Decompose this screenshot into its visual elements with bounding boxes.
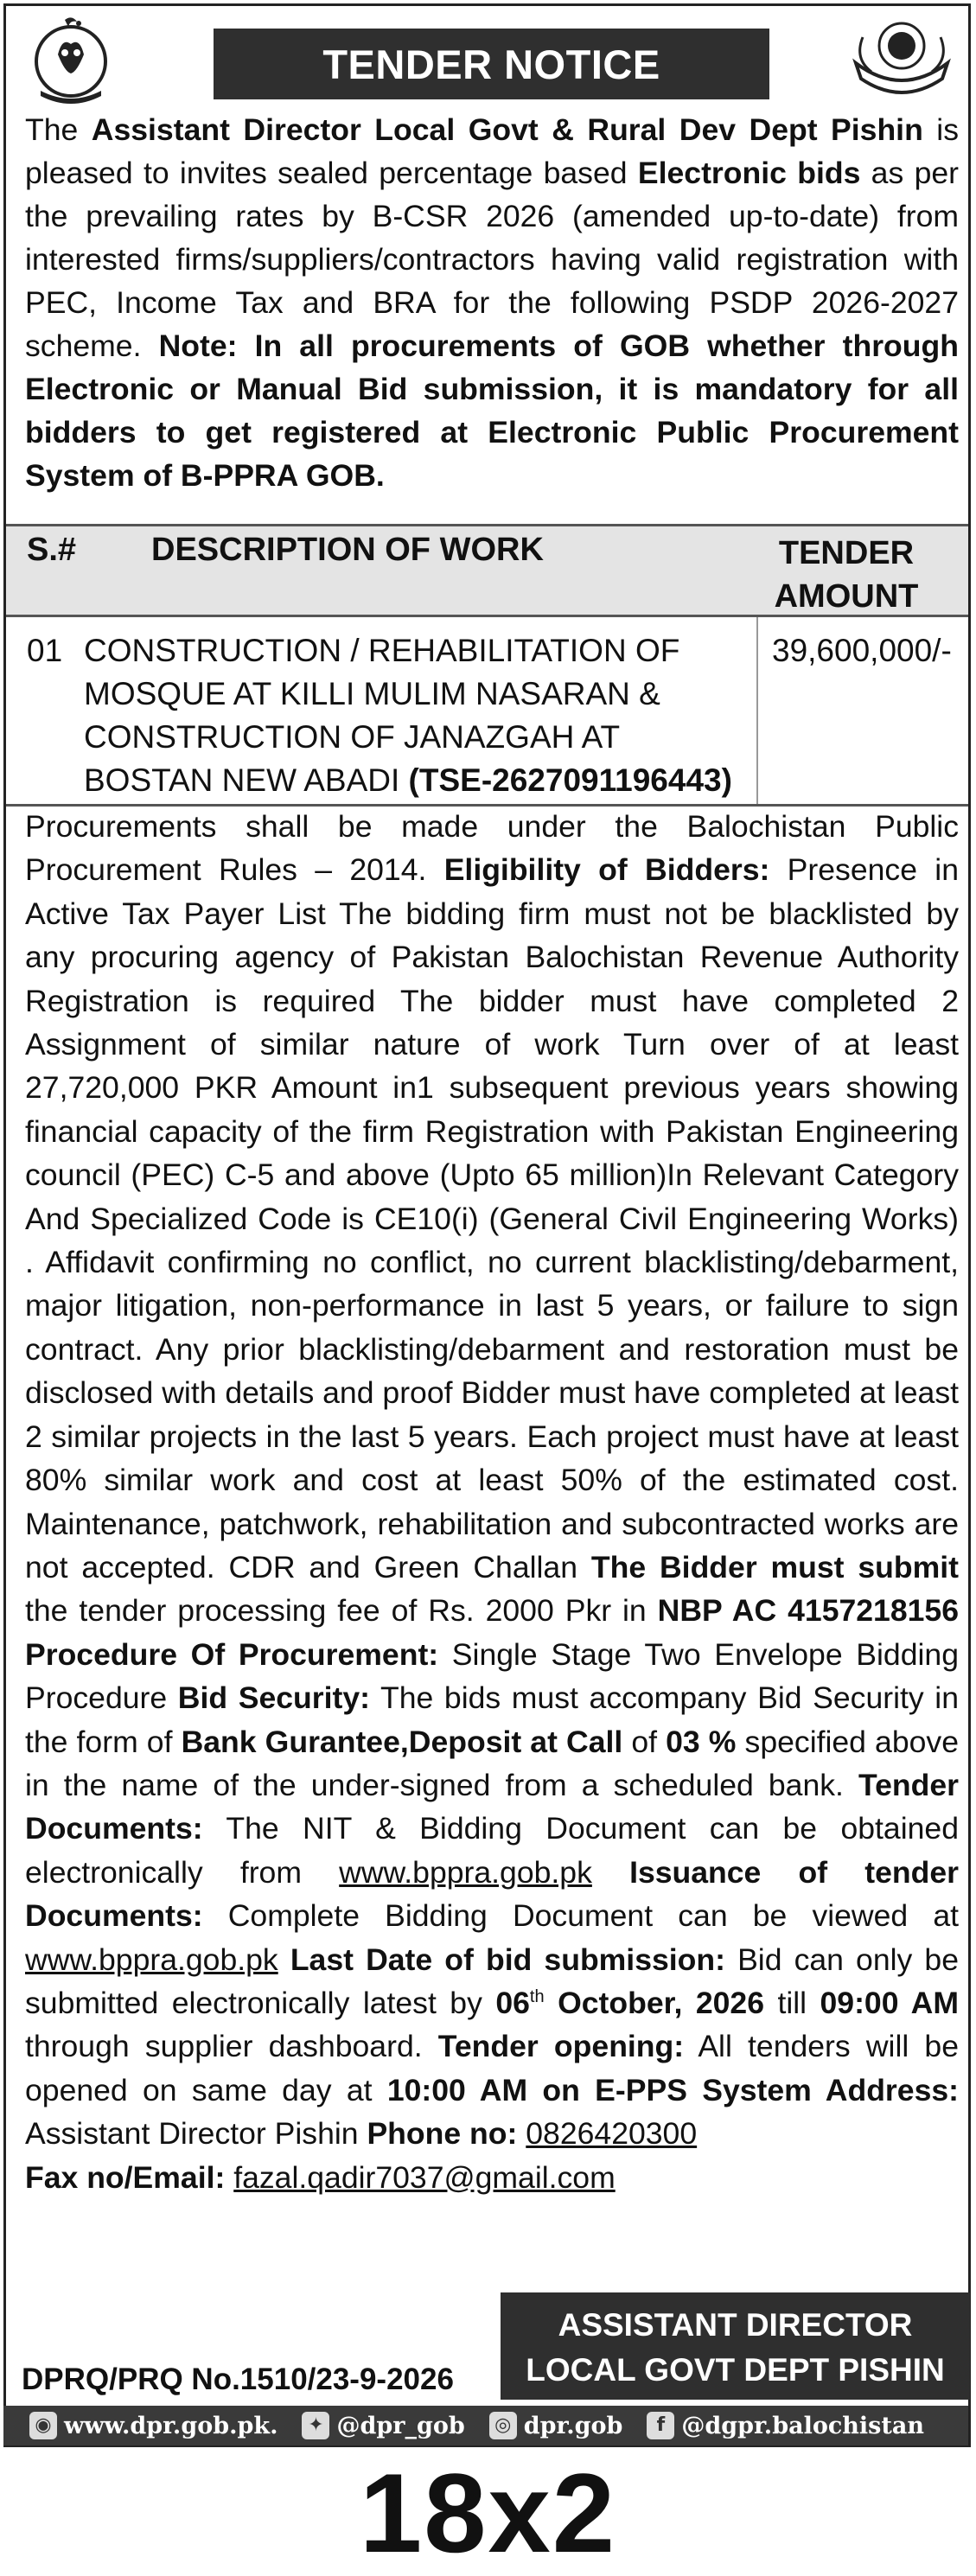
facebook-icon: f [647, 2412, 674, 2439]
footer-twitter[interactable]: ✦ @dpr_gob [302, 2412, 464, 2439]
row-sno: 01 [27, 633, 63, 668]
social-footer [3, 2406, 968, 2445]
notice-frame [3, 3, 971, 2447]
signatory-dept: LOCAL GOVT DEPT PISHIN [526, 2352, 945, 2388]
works-table [6, 524, 968, 807]
twitter-icon: ✦ [302, 2412, 329, 2439]
eligibility-body: Procurements shall be made under the Balochistan Public Procurement Rules – 2014. Eligibility of Bidders: Presence in Active Tax Payer List The bidding firm must not be blacklisted by any procuring agency of Pakistan Balochistan Revenue Authority Registration is required The bidder must have completed 2 Assignment of similar nature of work Turn over of at least 27,720,000 PKR Amount in1 subsequent previous years showing financial capacity of the firm Registration with Pakistan Engineering council (PEC) C-5 and above (Upto 65 million)In Relevant Category And Specialized Code is CE10(i) (General Civil Engineering Works) . Affidavit confirming no conflict, no current blacklisting/debarment, major litigation, non-performance in last 5 years, or failure to sign contract. Any prior blacklisting/debarment and restoration must be disclosed with details and proof Bidder must have completed at least 2 similar projects in the last 5 years. Each project must have at least 80% similar work and cost at least 50% of the estimated cost. Maintenance, patchwork, rehabilitation and subcontracted works are not accepted. CDR and Green Challan The Bidder must submit the tender processing fee of Rs. 2000 Pkr in NBP AC 4157218156 Procedure Of Procurement: Single Stage Two Envelope Bidding Procedure Bid Security: The bids must accompany Bid Security in the form of Bank Gurantee,Deposit at Call of 03 % specified above in the name of the under-signed from a scheduled bank. Tender Documents: The NIT & Bidding Document can be obtained electronically from www.bppra.gob.pk Issuance of tender Documents: Complete Bidding Document can be viewed at www.bppra.gob.pk Last Date of bid submission: Bid can only be submitted electronically latest by 06th October, 2026 till 09:00 AM through supplier dashboard. Tender opening: All tenders will be opened on same day at 10:00 AM on E-PPS System Address: Assistant Director Pishin Phone no: 0826420300 Fax no/Email: fazal.qadir7037@gmail.com [25, 809, 960, 2195]
bppra-link[interactable]: www.bppra.gob.pk [339, 1854, 592, 1890]
header-sno: S.# [27, 532, 77, 568]
header-amount: TENDER AMOUNT [774, 535, 919, 615]
tender-notice-banner: TENDER NOTICE [214, 29, 769, 99]
footer-web[interactable]: ◉ www.dpr.gob.pk. [29, 2412, 277, 2439]
department-seal-icon [845, 11, 958, 106]
phone-number[interactable]: 0826420300 [526, 2116, 698, 2152]
instagram-icon: ◎ [489, 2412, 517, 2439]
row-description: CONSTRUCTION / REHABILITATION OF MOSQUE AT KILLI MULIM NASARAN & CONSTRUCTION OF JANAZGAH AT BOSTAN NEW ABADI (TSE-2627091196443) [84, 633, 732, 798]
globe-icon: ◉ [29, 2412, 57, 2439]
row-amount: 39,600,000/- [772, 633, 952, 668]
signatory-title: ASSISTANT DIRECTOR [558, 2307, 913, 2343]
ad-size-label: 18x2 [359, 2450, 617, 2576]
reference-number: DPRQ/PRQ No.1510/23-9-2026 [22, 2362, 454, 2396]
footer-instagram[interactable]: ◎ dpr.gob [489, 2412, 623, 2439]
header-description: DESCRIPTION OF WORK [151, 532, 544, 568]
intro-paragraph: The Assistant Director Local Govt & Rural Dev Dept Pishin is pleased to invites sealed percentage based Electronic bids as per the prevailing rates by B-CSR 2026 (amended up-to-date) from interested firms/suppliers/contractors having valid registration with PEC, Income Tax and BRA for the following PSDP 2026-2027 scheme. Note: In all procurements of GOB whether through Electronic or Manual Bid submission, it is mandatory for all bidders to get registered at Electronic Public Procurement System of B-PPRA GOB. [25, 112, 959, 493]
column-divider [756, 617, 758, 804]
balochistan-emblem-icon [15, 11, 127, 106]
footer-facebook[interactable]: f @dgpr.balochistan [647, 2412, 924, 2439]
table-row [6, 617, 968, 807]
bppra-link-2[interactable]: www.bppra.gob.pk [25, 1942, 278, 1977]
signatory-box [501, 2292, 970, 2400]
email-link[interactable]: fazal.qadir7037@gmail.com [233, 2159, 616, 2195]
table-header [6, 524, 968, 617]
